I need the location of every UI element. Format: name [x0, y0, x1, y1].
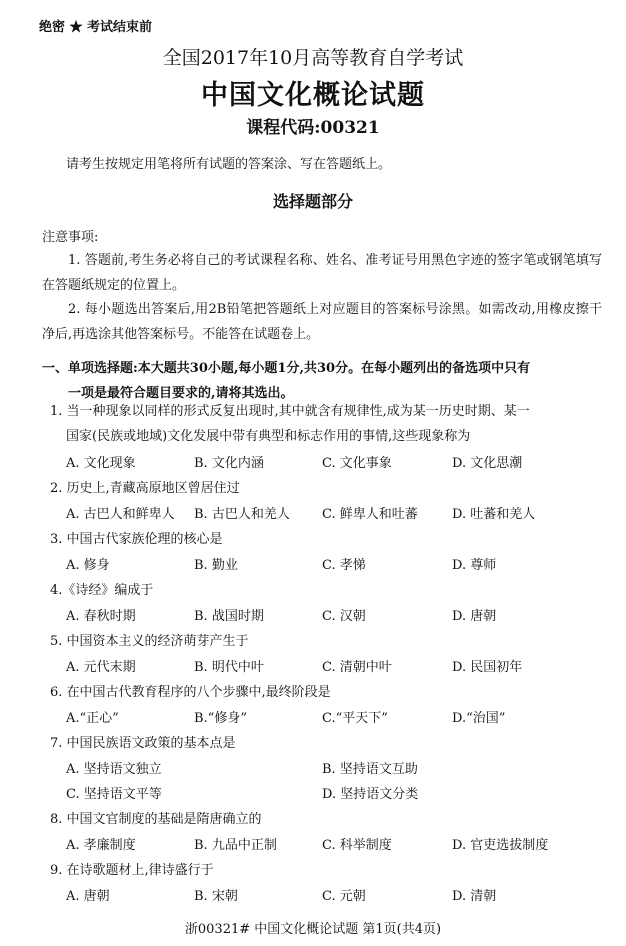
option-b: B.“修身”: [194, 711, 247, 726]
question-2: 2. 历史上,青藏高原地区曾居住过: [50, 481, 240, 496]
option-b: B. 古巴人和羌人: [194, 507, 290, 522]
option-a: A. 孝廉制度: [66, 838, 136, 853]
paper-title: 中国文化概论试题: [201, 80, 425, 111]
question-3: 3. 中国古代家族伦理的核心是: [50, 532, 223, 547]
option-a: A. 元代末期: [66, 660, 136, 675]
question-6: 6. 在中国古代教育程序的八个步骤中,最终阶段是: [50, 685, 331, 700]
option-c: C. 孝悌: [322, 558, 366, 573]
option-a: A. 坚持语文独立: [66, 762, 162, 777]
option-c: C.“平天下”: [322, 711, 388, 726]
question-7: 7. 中国民族语文政策的基本点是: [50, 736, 236, 751]
option-b: B. 明代中叶: [194, 660, 264, 675]
option-c: C. 坚持语文平等: [66, 787, 162, 802]
option-d: D.“治国”: [452, 711, 506, 726]
section-title: 选择题部分: [272, 192, 353, 211]
question-4: 4.《诗经》编成于: [50, 583, 154, 598]
option-c: C. 文化事象: [322, 456, 392, 471]
question-1: [50, 399, 602, 449]
general-instruction: 请考生按规定用笔将所有试题的答案涂、写在答题纸上。: [66, 157, 392, 172]
option-b: B. 文化内涵: [194, 456, 264, 471]
question-8: 8. 中国文官制度的基础是隋唐确立的: [50, 812, 262, 827]
option-b: B. 勤业: [194, 558, 238, 573]
option-d: D. 文化思潮: [452, 456, 523, 471]
confidential-label: 绝密 ★ 考试结束前: [39, 20, 153, 35]
option-d: D. 官吏选拔制度: [452, 838, 549, 853]
option-d: D. 坚持语文分类: [322, 787, 419, 802]
notice-item: 1. 答题前,考生务必将自己的考试课程名称、姓名、准考证号用黑色字迹的签字笔或钢笔填写在答题纸规定的位置上。: [42, 253, 602, 293]
option-c: C. 汉朝: [322, 609, 366, 624]
option-a: A. 唐朝: [66, 889, 110, 904]
question-text-continued: 国家(民族或地域)文化发展中带有典型和标志作用的事情,这些现象称为: [66, 429, 471, 444]
question-5: 5. 中国资本主义的经济萌芽产生于: [50, 634, 249, 649]
option-b: B. 战国时期: [194, 609, 264, 624]
option-c: C. 元朝: [322, 889, 366, 904]
option-b: B. 宋朝: [194, 889, 238, 904]
option-d: D. 吐蕃和羌人: [452, 507, 536, 522]
option-a: A. 文化现象: [66, 456, 136, 471]
course-code: 课程代码:00321: [246, 118, 380, 138]
option-c: C. 鲜卑人和吐蕃: [322, 507, 418, 522]
part-heading-line: 一项是最符合题目要求的,请将其选出。: [68, 386, 294, 401]
exam-name: 全国2017年10月高等教育自学考试: [162, 47, 464, 69]
option-b: B. 九品中正制: [194, 838, 277, 853]
option-d: D. 民国初年: [452, 660, 523, 675]
question-9: 9. 在诗歌题材上,律诗盛行于: [50, 863, 214, 878]
option-b: B. 坚持语文互助: [322, 762, 418, 777]
option-a: A. 春秋时期: [66, 609, 136, 624]
notice-heading: 注意事项:: [42, 230, 99, 245]
option-a: A. 古巴人和鲜卑人: [66, 507, 175, 522]
option-a: A. 修身: [66, 558, 110, 573]
option-d: D. 尊师: [452, 558, 497, 573]
option-c: C. 清朝中叶: [322, 660, 392, 675]
option-d: D. 唐朝: [452, 609, 497, 624]
part-heading-line: 一、单项选择题:本大题共30小题,每小题1分,共30分。在每小题列出的备选项中只有: [42, 361, 531, 376]
option-a: A.“正心”: [66, 711, 119, 726]
page-footer: 浙00321# 中国文化概论试题 第1页(共4页): [184, 922, 442, 937]
notice-item: 2. 每小题选出答案后,用2B铅笔把答题纸上对应题目的答案标号涂黑。如需改动,用橡皮擦干净后,再选涂其他答案标号。不能答在试题卷上。: [42, 302, 602, 342]
option-d: D. 清朝: [452, 889, 497, 904]
question-text: 1. 当一种现象以同样的形式反复出现时,其中就含有规律性,成为某一历史时期、某一: [50, 404, 530, 419]
option-c: C. 科举制度: [322, 838, 392, 853]
